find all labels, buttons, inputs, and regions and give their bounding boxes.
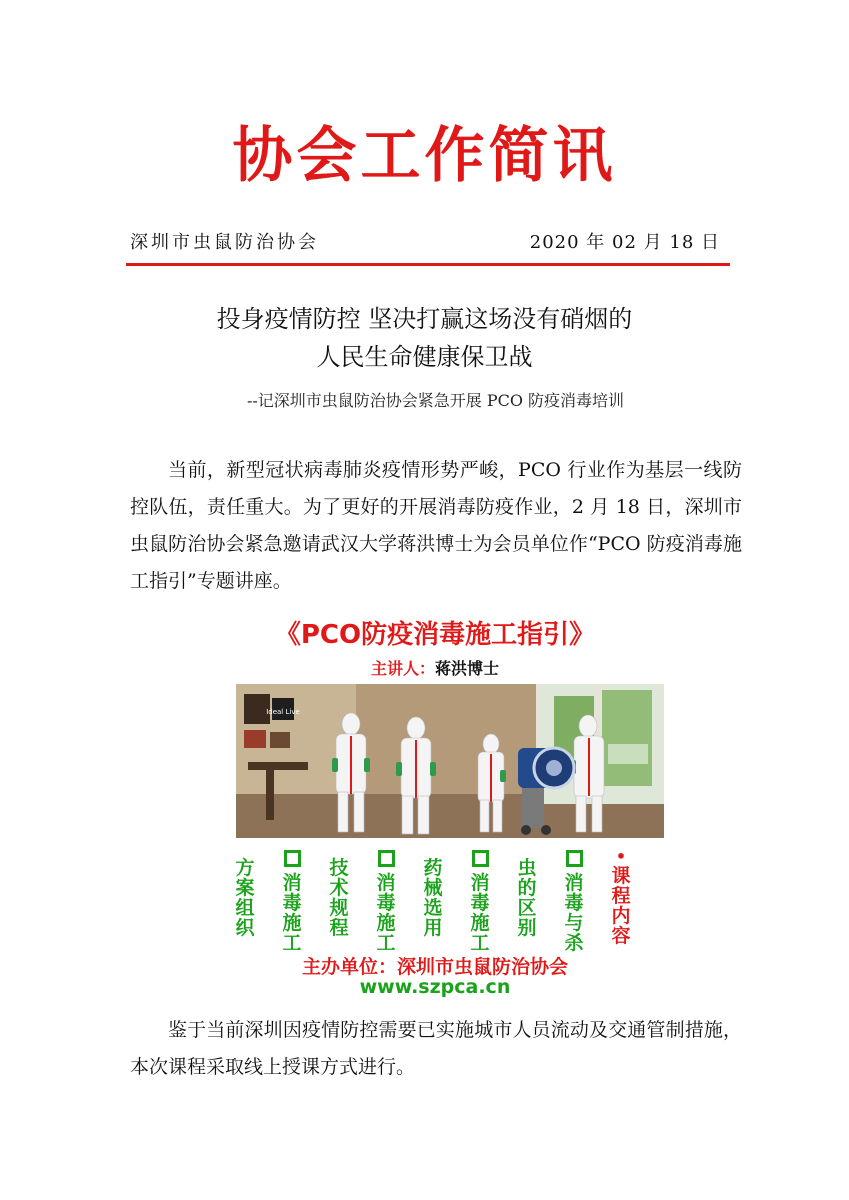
issue-date: 2020 年 02 月 18 日 [529,232,720,253]
topic-column [465,850,495,953]
poster-speaker [200,656,670,679]
topic-column [559,850,589,953]
topic-label: 虫 的 区 别 [517,857,537,939]
paragraph-online: 鉴于当前深圳因疫情防控需要已实施城市人员流动及交通管制措施，本次课程采取线上授课方式进行。 [130,1019,742,1078]
article-subtitle: --记深圳市虫鼠防治协会紧急开展 PCO 防疫消毒培训 [246,391,625,410]
header-divider [126,263,730,266]
checkbox-marker-icon [284,850,301,867]
topic-column [277,850,307,953]
organization-name: 深圳市虫鼠防治协会 [130,232,319,253]
article-title-line2: 人民生命健康保卫战 [316,343,533,371]
poster-url[interactable]: www.szpca.cn [359,976,511,998]
training-photo-illustration [236,684,664,838]
poster-host: 主办单位：深圳市虫鼠防治协会 [301,956,568,978]
paragraph-intro: 当前，新型冠状病毒肺炎疫情形势严峻，PCO 行业作为基层一线防控队伍，责任重大。为了更好的开展消毒防疫作业，2 月 18 日，深圳市虫鼠防治协会紧急邀请武汉大学蒋洪博士为会员单位作“PCO 防疫消毒施工指引”专题讲座。 [130,459,742,592]
topic-label: 课 程 内 容 [611,865,631,947]
topic-column [324,850,354,938]
checkbox-marker-icon [378,850,395,867]
poster-title: 《PCO防疫消毒施工指引》 [274,620,596,650]
topic-label: 消 毒 施 工 [376,872,396,954]
speaker-label: 主讲人： [370,659,435,678]
training-photo [236,684,664,838]
bullet-dot-icon: • [615,847,627,866]
topic-label: 消 毒 施 工 [470,872,490,954]
speaker-name: 蒋洪博士 [435,659,500,678]
topic-label: 药 械 选 用 [423,857,443,939]
topic-column [371,850,401,953]
topic-column [512,850,542,938]
checkbox-marker-icon [566,850,583,867]
article-title-line1: 投身疫情防控 坚决打赢这场没有硝烟的 [216,305,633,333]
topic-column [606,847,636,947]
course-poster [200,610,670,1000]
topic-label: 消 毒 与 杀 [564,872,584,954]
topic-label: 技 术 规 程 [329,857,349,939]
topic-label: 消 毒 施 工 [282,872,302,954]
masthead-title: 协会工作简讯 [232,121,617,191]
topic-column [230,850,260,938]
topic-label: 方 案 组 织 [235,857,255,939]
photo-wall-sign: Ideal Live [266,708,300,716]
checkbox-marker-icon [472,850,489,867]
article-title [0,300,849,376]
course-topics [230,847,670,954]
topic-column [418,850,448,938]
